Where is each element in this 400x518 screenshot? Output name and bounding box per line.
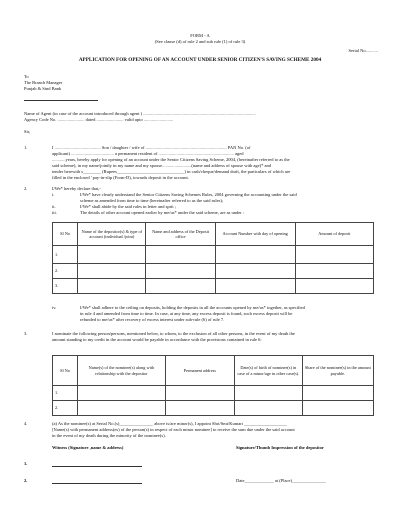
- date-place-line: Date_____________ at (Place)_______________: [236, 478, 326, 483]
- table1-cell[interactable]: [146, 264, 215, 279]
- table2-header-slno: Sl No: [53, 356, 78, 386]
- form-clause: (See clause (d) of rule 2 and sub rule (1) of rule 3): [154, 39, 246, 44]
- thumb-impression-heading: Signature/Thumb Impression of the depositor: [236, 445, 324, 450]
- table1-header-account: Account Number with day of opening: [215, 223, 295, 246]
- table2-header-nominee: Name(s) of the nominee(s) along with relationship with the depositor: [78, 356, 165, 386]
- table1-row-number: 2.: [53, 264, 78, 279]
- table1-row-number: 1.: [53, 246, 78, 264]
- serial-number: Serial No...........: [348, 48, 378, 53]
- para2-ii-text: I/We* shall abide by the said rules in letter and sprit ;: [80, 204, 176, 209]
- para4-line3: in the event of my death during the minority of the nominee(s).: [52, 433, 166, 438]
- table1-cell[interactable]: [215, 279, 295, 294]
- para1-line3: ............years, hereby apply for opening of an account under the Senior Citizens Saving Scheme, 2004, (hereinafter referred to as the: [52, 157, 290, 162]
- witness-1-line[interactable]: [52, 466, 142, 467]
- table1-cell[interactable]: [78, 246, 146, 264]
- table1-cell[interactable]: [78, 279, 146, 294]
- para-iv-line1: I/We* shall adhere to the ceiling on deposits, holding the deposits in all the accounts opened by me/us* together, as specified: [80, 305, 305, 310]
- para1-line6: filled in the enclosed ' pay-in-slip (Form-D), towards deposit in the account.: [52, 175, 189, 180]
- agency-code-line: Agency Code No. ........................ dated ........................ valid upto ..........................: [24, 117, 174, 122]
- para2-ii-number: ii.: [52, 204, 56, 209]
- address-bank: Punjab & Sind Bank: [24, 86, 62, 91]
- salutation: Sir,: [24, 129, 31, 134]
- address-manager: The Branch Manager: [24, 80, 63, 85]
- table2-cell[interactable]: [165, 401, 234, 416]
- para2-number: 2.: [24, 186, 28, 191]
- table2-cell[interactable]: [78, 386, 165, 401]
- table2-cell[interactable]: [78, 401, 165, 416]
- para4-line1: (a) As the nominee(s) at Serial No.(s)_______________ above is/are minor(s), I appoint Shri/Smt/Kumari ___________________: [52, 421, 287, 426]
- table2-row-number: 1.: [53, 386, 78, 401]
- table-row: [53, 386, 374, 401]
- witness-1-number: 1.: [24, 461, 28, 466]
- para1-line1: I ......................................... Son / daughter / wife of ........................................................................ PAN No. (of: [52, 145, 251, 150]
- table2-row-number: 2.: [53, 401, 78, 416]
- form-title: APPLICATION FOR OPENING OF AN ACCOUNT UNDER SENIOR CITIZEN'S SAVING SCHEME 2004: [78, 57, 322, 63]
- witness-2-number: 2.: [24, 478, 28, 483]
- para1-line4: said scheme), in my name/jointly in my name and my spouse..........................(name and address of spouse with age)* and: [52, 163, 271, 168]
- table1-header-row: [53, 223, 374, 246]
- table1-row-number: 3.: [53, 279, 78, 294]
- table2-header-address: Permanent address: [165, 356, 234, 386]
- para3-line2: amount standing to my credit in the account would be payable in accordance with the provisions contained in rule 6:: [52, 337, 262, 342]
- table2-cell[interactable]: [302, 401, 373, 416]
- para-iv-number: iv.: [52, 305, 57, 310]
- para4-line2: [Name(s) with permanent address(es) of the person(s) in respect of each minor nominee] to receive the sum due under the said account: [52, 427, 295, 432]
- para1-line2: applicant) ...................................... a permanent resident of ................................................................... aged: [52, 151, 244, 156]
- address-branch-line: [24, 100, 98, 101]
- table1-cell[interactable]: [146, 279, 215, 294]
- table-row: [53, 401, 374, 416]
- agent-name-line: Name of Agent (in case of the account introduced through agent ) ....................................................................................................: [24, 111, 256, 116]
- table1-header-amount: Amount of deposit: [295, 223, 373, 246]
- table1-header-depositor: Name of the depositor(s) & type of account (individual /joint): [78, 223, 146, 246]
- table2-cell[interactable]: [234, 386, 302, 401]
- para3-number: 3.: [24, 331, 28, 336]
- para2-iii-number: iii.: [52, 210, 57, 215]
- table1-cell[interactable]: [295, 246, 373, 264]
- table2-cell[interactable]: [165, 386, 234, 401]
- witness-2-line[interactable]: [52, 483, 142, 484]
- table1-header-office: Name and address of the Deposit office: [146, 223, 215, 246]
- table-row: [53, 264, 374, 279]
- para-iv-line2: in rule 4 and amended from time to time. In case, at any time, any excess deposit is found, such excess deposit will be: [80, 311, 293, 316]
- table1-header-slno: Sl No: [53, 223, 78, 246]
- table1-cell[interactable]: [78, 264, 146, 279]
- witness-heading: Witness (Signature ,name & address): [52, 445, 124, 450]
- address-to: To: [24, 74, 29, 79]
- para4-number: 4.: [24, 421, 28, 426]
- table2-cell[interactable]: [234, 401, 302, 416]
- nominee-table: [52, 355, 374, 416]
- table-row: [53, 246, 374, 264]
- para2-i-text2: scheme as amended from time to time (hereinafter referred to as the said rules);: [80, 198, 224, 203]
- table1-cell[interactable]: [215, 264, 295, 279]
- table-row: [53, 279, 374, 294]
- previous-accounts-table: [52, 222, 374, 294]
- table2-header-row: [53, 356, 374, 386]
- para2-i-number: i.: [52, 192, 55, 197]
- para2-intro: I/We* hereby declare that,-: [52, 186, 101, 191]
- para1-line5: tender herewith s________ (Rupees______________________________) in cash/cheque/demand draft, the particulars of which are: [52, 169, 291, 174]
- para2-iii-text: The details of other account opened earlier by me/us* under the said scheme, are as under :: [80, 210, 245, 215]
- table1-cell[interactable]: [295, 264, 373, 279]
- table2-cell[interactable]: [302, 386, 373, 401]
- table2-header-dob: Date(s) of birth of nominee(s) in case of a minor/age in other case(s).: [234, 356, 302, 386]
- form-label: FORM - A: [190, 33, 210, 38]
- table2-header-share: Share of the nominee(s) in the amount payable.: [302, 356, 373, 386]
- para-iv-line3: refunded to me/us* after recovery of excess interest under sub-rule (6) of rule 7.: [80, 317, 225, 322]
- para2-i-text: I/We* have clearly understand the Senior Citizens Saving Schemes Rules, 2004 governing the accounting under the said: [80, 192, 297, 197]
- table1-cell[interactable]: [295, 279, 373, 294]
- para1-number: 1.: [24, 145, 28, 150]
- para3-line1: I nominate the following person/persons, mentioned below, to whom, to the exclusion of all other persons, in the event of my death the: [52, 331, 295, 336]
- table1-cell[interactable]: [146, 246, 215, 264]
- table1-cell[interactable]: [215, 246, 295, 264]
